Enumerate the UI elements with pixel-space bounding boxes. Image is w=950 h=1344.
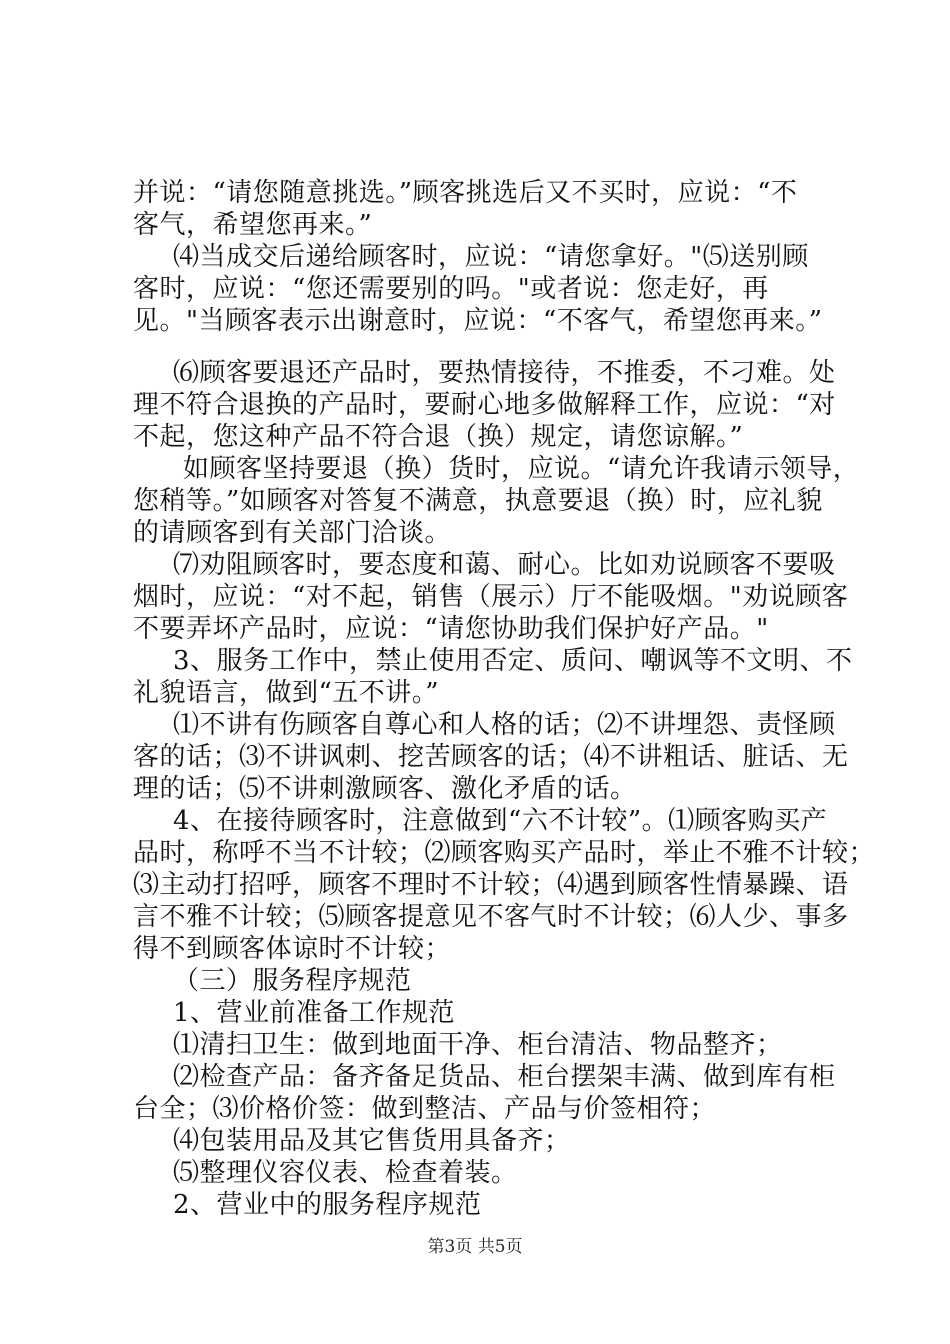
text-line: 不起，您这种产品不符合退（换）规定，请您谅解。”	[133, 422, 744, 452]
text-line: ⑷包装用品及其它售货用具备齐；	[173, 1126, 571, 1156]
text-line: ⑶主动打招呼，顾客不理时不计较；⑷遇到顾客性情暴躁、语	[133, 870, 849, 900]
text-line: 客气，希望您再来。”	[133, 210, 373, 240]
text-line: 理不符合退换的产品时，要耐心地多做解释工作，应说：“对	[133, 390, 836, 420]
subsection-heading: 1、营业前准备工作规范	[173, 998, 456, 1028]
text-line: ⑺劝阻顾客时，要态度和蔼、耐心。比如劝说顾客不要吸	[173, 550, 836, 580]
text-line: 如顾客坚持要退（换）货时，应说。“请允许我请示领导，	[183, 454, 860, 484]
text-line: ⑴清扫卫生：做到地面干净、柜台清洁、物品整齐；	[173, 1030, 783, 1060]
page-footer: 第3页 共5页	[427, 1237, 523, 1257]
text-line: 客时，应说：“您还需要别的吗。"或者说：您走好，再	[133, 274, 769, 304]
text-line: ⑸整理仪容仪表、检查着装。	[173, 1158, 518, 1188]
text-line: 4、在接待顾客时，注意做到“六不计较”。⑴顾客购买产	[173, 806, 828, 836]
text-line: ⑹顾客要退还产品时，要热情接待，不推委，不刁难。处	[173, 358, 836, 388]
text-line: 礼貌语言，做到“五不讲。”	[133, 678, 440, 708]
text-line: 言不雅不计较；⑸顾客提意见不客气时不计较；⑹人少、事多	[133, 902, 849, 932]
text-line: 并说：“请您随意挑选。”顾客挑选后又不买时，应说：“不	[133, 178, 798, 208]
text-line: 得不到顾客体谅时不计较；	[133, 934, 452, 964]
text-line: 的请顾客到有关部门洽谈。	[133, 518, 452, 548]
text-line: 见。"当顾客表示出谢意时，应说：“不客气，希望您再来。”	[133, 306, 823, 336]
section-heading: （三）服务程序规范	[173, 966, 412, 996]
text-line: ⑴不讲有伤顾客自尊心和人格的话；⑵不讲埋怨、责怪顾	[173, 710, 836, 740]
text-line: ⑵检查产品：备齐备足货品、柜台摆架丰满、做到库有柜	[173, 1062, 836, 1092]
subsection-heading: 2、营业中的服务程序规范	[173, 1190, 482, 1220]
text-line: 品时，称呼不当不计较；⑵顾客购买产品时，举止不雅不计较；	[133, 838, 876, 868]
text-line: 不要弄坏产品时，应说：“请您协助我们保护好产品。"	[133, 614, 769, 644]
text-line: 台全；⑶价格价签：做到整洁、产品与价签相符；	[133, 1094, 717, 1124]
text-line: 烟时，应说：“对不起，销售（展示）厅不能吸烟。"劝说顾客	[133, 582, 849, 612]
text-line: 理的话；⑸不讲刺激顾客、激化矛盾的话。	[133, 774, 637, 804]
text-line: ⑷当成交后递给顾客时，应说：“请您拿好。"⑸送别顾	[173, 242, 809, 272]
text-line: 您稍等。”如顾客对答复不满意，执意要退（换）时，应礼貌	[133, 486, 823, 516]
text-line: 3、服务工作中，禁止使用否定、质问、嘲讽等不文明、不	[173, 646, 853, 676]
text-line: 客的话；⑶不讲讽刺、挖苦顾客的话；⑷不讲粗话、脏话、无	[133, 742, 849, 772]
